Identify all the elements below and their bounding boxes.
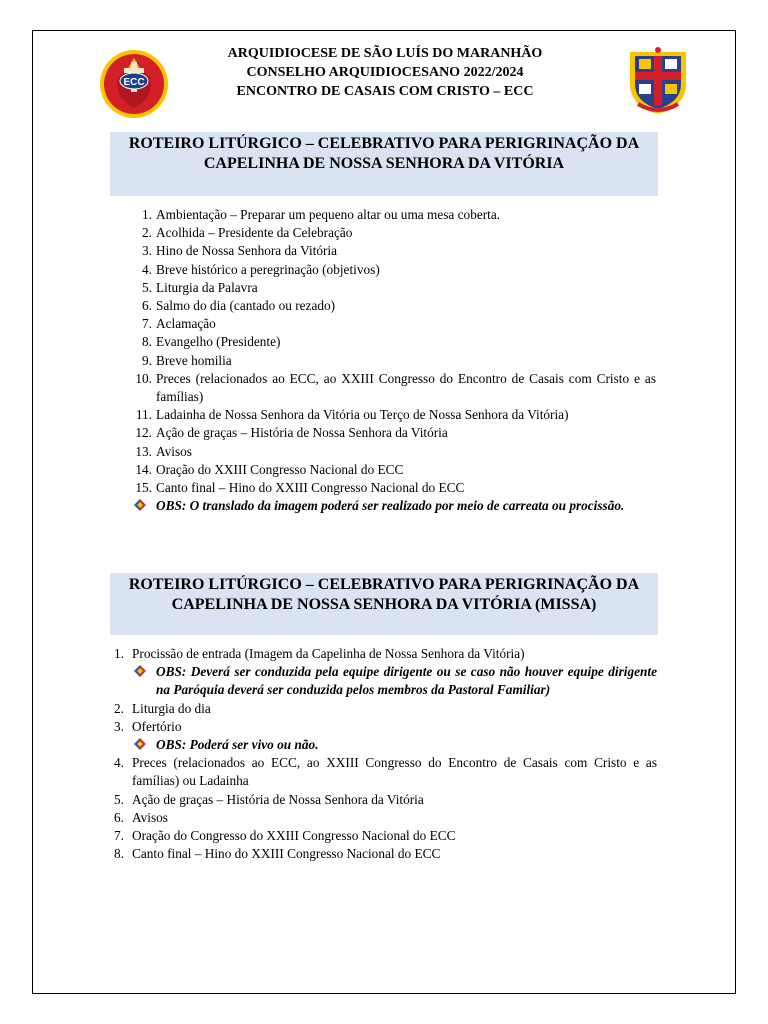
list-item: 8. Canto final – Hino do XXIII Congresso Nacional do ECC [114,846,441,862]
header-line-2: CONSELHO ARQUIDIOCESANO 2022/2024 [246,65,524,80]
list-item: 5. Liturgia da Palavra [142,279,258,295]
ecc-logo [98,48,170,120]
list-item: 11. Ladainha de Nossa Senhora da Vitória ou Terço de Nossa Senhora da Vitória) [135,407,569,423]
arrow-bullet-icon [134,499,146,511]
list-item: 2. Liturgia do dia [114,700,211,716]
section-1-obs: OBS: O translado da imagem poderá ser realizado por meio de carreata ou procissão. [156,497,656,515]
arrow-bullet-icon [134,738,146,750]
header-line-1: ARQUIDIOCESE DE SÃO LUÍS DO MARANHÃO [227,46,543,61]
list-item: 1. Ambientação – Preparar um pequeno altar ou uma mesa coberta. [142,207,501,222]
section-2-obs-procession: OBS: Deverá ser conduzida pela equipe dirigente ou se caso não houver equipe dirigente na Paróquia deverá ser conduzida pelos membros da Pastoral Familiar) [132,663,657,699]
section-1-list [135,206,656,515]
list-item: 14. Oração do XXIII Congresso Nacional do ECC [135,461,404,477]
list-item: 3. Ofertório [114,718,182,734]
list-item: 7. Aclamação [142,316,216,332]
section-2-obs-offertory: OBS: Poderá ser vivo ou não. [132,736,657,754]
list-item: 7. Oração do Congresso do XXIII Congresso Nacional do ECC [114,828,456,844]
section-2-list [114,645,657,863]
list-item: 4. Breve histórico a peregrinação (objetivos) [142,261,380,277]
list-item: 12. Ação de graças – História de Nossa Senhora da Vitória [135,425,448,441]
list-item: 8. Evangelho (Presidente) [142,334,281,350]
list-item: 9. Breve homilia [142,352,232,368]
list-item: 3. Hino de Nossa Senhora da Vitória [142,243,338,259]
list-item: 4. Preces (relacionados ao ECC, ao XXIII Congresso do Encontro de Casais com Cristo e as famílias) ou Ladainha [114,755,657,789]
list-item: 10. Preces (relacionados ao ECC, ao XXIII Congresso do Encontro de Casais com Cristo e as famílias) [135,370,656,405]
section-2-title: ROTEIRO LITÚRGICO – CELEBRATIVO PARA PERIGRINAÇÃO DA CAPELINHA DE NOSSA SENHORA DA VITÓRIA (MISSA) [110,573,658,635]
crest-logo [624,44,692,116]
list-item: 6. Avisos [114,809,168,825]
list-item: 13. Avisos [135,443,192,459]
ecc-logo-text: ECC [123,77,145,88]
section-1-title: ROTEIRO LITÚRGICO – CELEBRATIVO PARA PERIGRINAÇÃO DA CAPELINHA DE NOSSA SENHORA DA VITÓRIA [110,132,658,196]
list-item: 15. Canto final – Hino do XXIII Congresso Nacional do ECC [135,480,465,496]
arrow-bullet-icon [134,665,146,677]
document-header [170,44,600,101]
list-item: 1. Procissão de entrada (Imagem da Capelinha de Nossa Senhora da Vitória) [114,646,525,661]
list-item: 5. Ação de graças – História de Nossa Senhora da Vitória [114,791,424,807]
list-item: 2. Acolhida – Presidente da Celebração [142,225,353,241]
header-line-3: ENCONTRO DE CASAIS COM CRISTO – ECC [236,84,534,99]
list-item: 6. Salmo do dia (cantado ou rezado) [142,298,336,314]
